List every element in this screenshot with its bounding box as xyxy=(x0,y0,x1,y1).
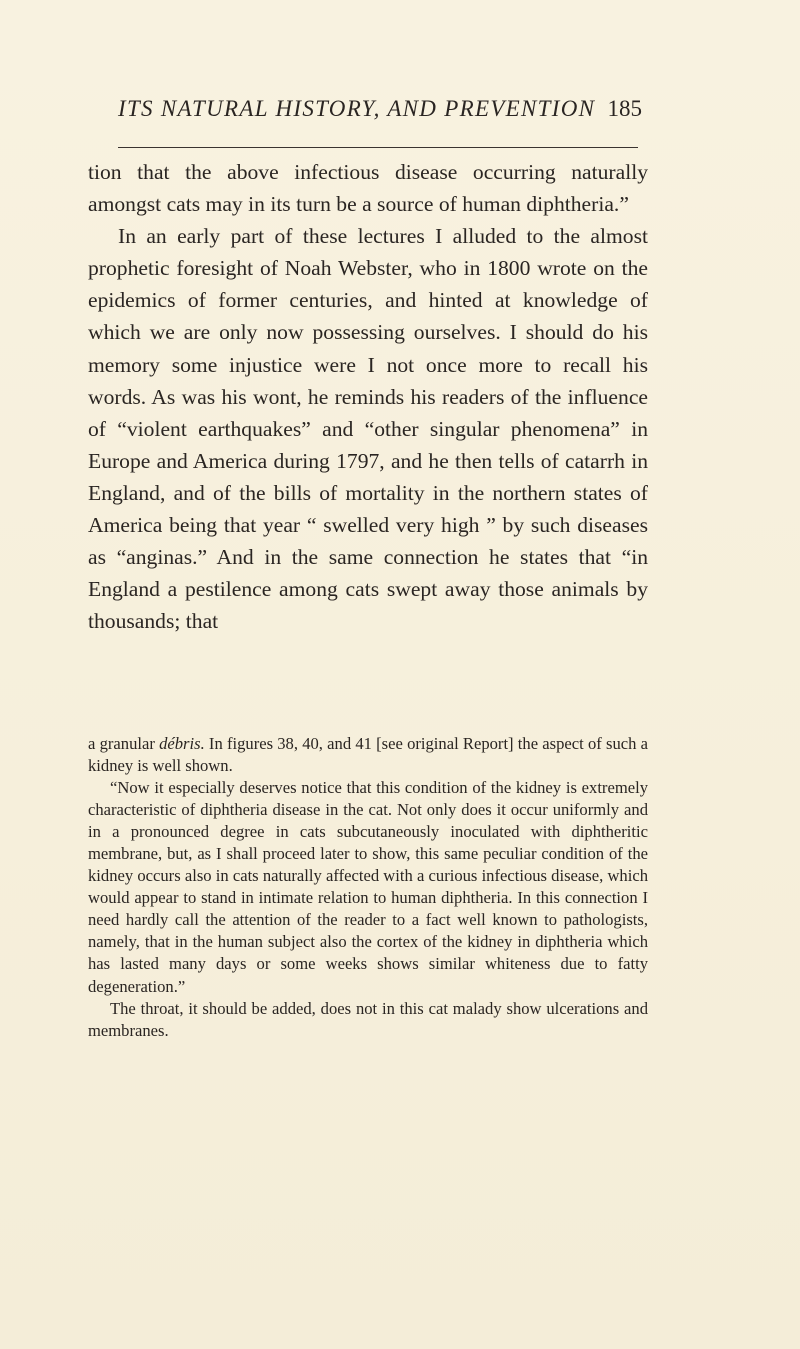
page-number: 185 xyxy=(607,96,642,121)
footnote-lead-italic: débris. xyxy=(159,734,205,753)
footnote-paragraph-3: The throat, it should be added, does not in this cat malady show ulcerations and membranes. xyxy=(88,998,648,1040)
running-title: ITS NATURAL HISTORY, AND PREVENTION xyxy=(118,96,596,121)
footnote-paragraph-2: “Now it especially deserves notice that this condition of the kidney is extremely characteristic of diphtheria disease in the cat. Not only does it occur uniformly and in a pronounced degree in cats subcutaneously inoculated with diphtheritic membrane, but, as I shall proceed later to show, this same peculiar condition of the kidney occurs also in cats naturally affected with a curious infectious disease, which would appear to stand in intimate relation to human diphtheria. In this connection I need hardly call the attention of the reader to a fact well known to pathologists, namely, that in the human subject also the cortex of the kidney in diphtheria which has lasted many days or some weeks shows similar whiteness due to fatty degeneration.” xyxy=(88,778,648,996)
body-paragraph-2: In an early part of these lectures I alluded to the almost prophetic foresight of Noah Webster, who in 1800 wrote on the epidemics of former centuries, and hinted at knowledge of which we are only now possessing ourselves. I should do his memory some injustice were I not once more to recall his words. As was his wont, he reminds his readers of the influence of “violent earthquakes” and “other singular phenomena” in Europe and America during 1797, and he then tells of catarrh in England, and of the bills of mortality in the northern states of America being that year “ swelled very high ” by such diseases as “anginas.” And in the same connection he states that “in England a pestilence among cats swept away those animals by thousands; that xyxy=(88,224,648,634)
footnote-paragraph-1 xyxy=(88,733,648,777)
main-text xyxy=(88,156,648,637)
running-head xyxy=(118,96,642,136)
footnote-lead: a granular xyxy=(88,734,160,753)
footnote xyxy=(88,733,648,1042)
header-rule xyxy=(118,147,638,148)
body-paragraph-1: tion that the above infectious disease occurring naturally amongst cats may in its turn be a source of human diphtheria.” xyxy=(88,160,648,217)
footnote-lead-rest: In figures 38, 40, and 41 [see original Report] the aspect of such a kidney is well shown. xyxy=(88,734,648,776)
